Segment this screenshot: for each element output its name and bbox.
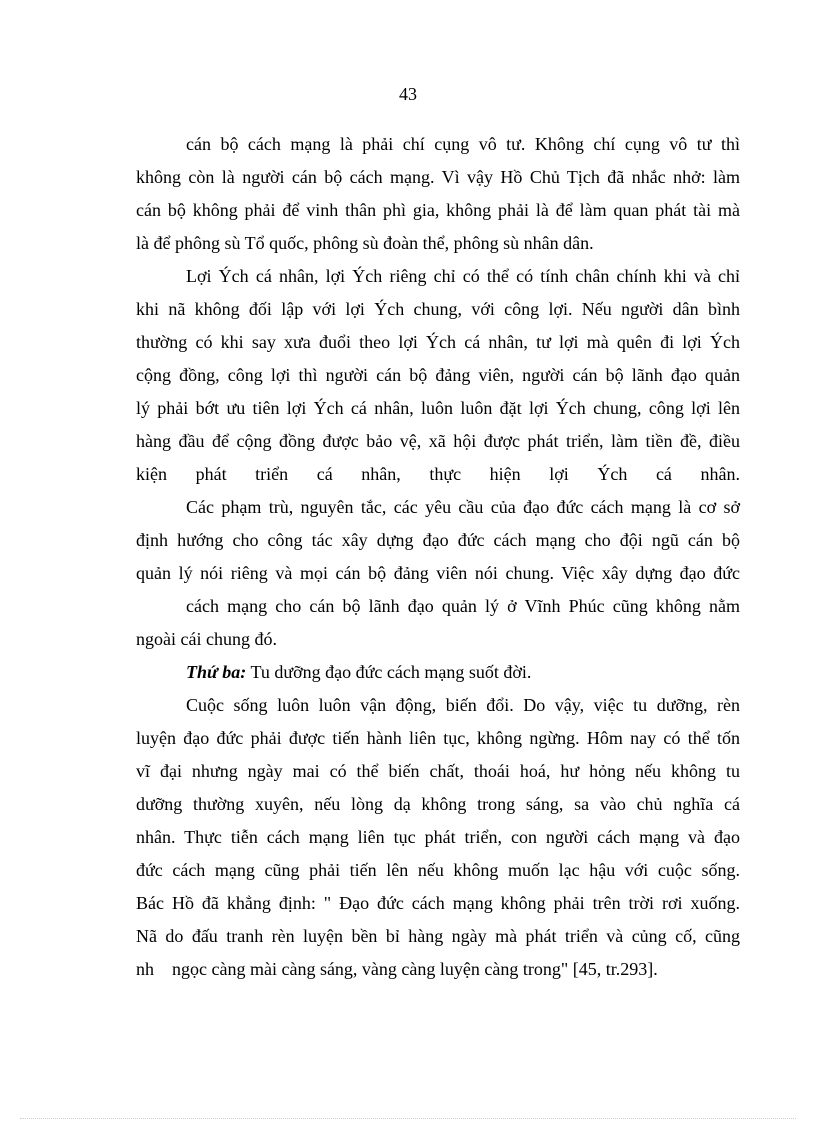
text-line: định hướng cho công tác xây dựng đạo đức cách mạng cho đội ngũ cán bộ: [136, 530, 740, 550]
text-line: dưỡng thường xuyên, nếu lòng dạ không trong sáng, sa vào chủ nghĩa cá: [136, 794, 740, 814]
text-line: vĩ đại nhưng ngày mai có thể biến chất, thoái hoá, hư hỏng nếu không tu: [136, 761, 740, 781]
text-line: quản lý nói riêng và mọi cán bộ đảng viên nói chung. Việc xây dựng đạo đức: [136, 563, 740, 583]
final-text-line: [136, 957, 740, 981]
page-bottom-divider: [20, 1118, 796, 1119]
text-line: cách mạng cho cán bộ lãnh đạo quản lý ở Vĩnh Phúc cũng không nằm: [186, 596, 740, 616]
section-heading-line: [186, 660, 740, 684]
text-line: cán bộ không phải để vinh thân phì gia, không phải là để làm quan phát tài mà: [136, 200, 740, 220]
text-line: khi nã không đối lập với lợi Ých chung, với công lợi. Nếu người dân bình: [136, 299, 740, 319]
text-line: Các phạm trù, nguyên tắc, các yêu cầu của đạo đức cách mạng là cơ sở: [186, 497, 740, 517]
text-line: cán bộ cách mạng là phải chí cụng vô tư. Không chí cụng vô tư thì: [186, 134, 740, 154]
text-line: thường có khi say xưa đuổi theo lợi Ých cá nhân, tư lợi mà quên đi lợi Ých: [136, 332, 740, 352]
text-line: ngoài cái chung đó.: [136, 629, 277, 649]
text-line: không còn là người cán bộ cách mạng. Vì vậy Hồ Chủ Tịch đã nhắc nhở: làm: [136, 167, 740, 187]
text-line: ngọc càng mài càng sáng, vàng càng luyện càng trong" [45, tr.293].: [172, 959, 658, 979]
text-line: hàng đầu để cộng đồng được bảo vệ, xã hội được phát triển, làm tiền đề, điều: [136, 431, 740, 451]
text-line: luyện đạo đức phải được tiến hành liên tục, không ngừng. Hôm nay có thể tốn: [136, 728, 740, 748]
line-prefix: nh: [136, 959, 154, 979]
text-line: là để phông sù Tổ quốc, phông sù đoàn thể, phông sù nhân dân.: [136, 233, 594, 253]
text-line: nhân. Thực tiễn cách mạng liên tục phát triển, con người cách mạng và đạo: [136, 827, 740, 847]
text-line: Bác Hồ đã khẳng định: " Đạo đức cách mạng không phải trên trời rơi xuống.: [136, 893, 740, 913]
text-line: Nã do đấu tranh rèn luyện bền bỉ hàng ngày mà phát triển và củng cố, cũng: [136, 926, 740, 946]
text-line: Cuộc sống luôn luôn vận động, biến đổi. Do vậy, việc tu dưỡng, rèn: [186, 695, 740, 715]
text-line: cộng đồng, công lợi thì người cán bộ đảng viên, người cán bộ lãnh đạo quản: [136, 365, 740, 385]
section-heading-text: Tu dưỡng đạo đức cách mạng suốt đời.: [250, 662, 532, 682]
text-line: Lợi Ých cá nhân, lợi Ých riêng chỉ có thể có tính chân chính khi và chỉ: [186, 266, 740, 286]
page-number: 43: [399, 84, 417, 104]
text-line: kiện phát triển cá nhân, thực hiện lợi Ých cá nhân.: [136, 464, 740, 484]
text-line: lý phải bớt ưu tiên lợi Ých cá nhân, luôn luôn đặt lợi Ých chung, công lợi lên: [136, 398, 740, 418]
section-label: Thứ ba:: [186, 662, 247, 682]
text-line: đức cách mạng cũng phải tiến lên nếu không muốn lạc hậu với cuộc sống.: [136, 860, 740, 880]
